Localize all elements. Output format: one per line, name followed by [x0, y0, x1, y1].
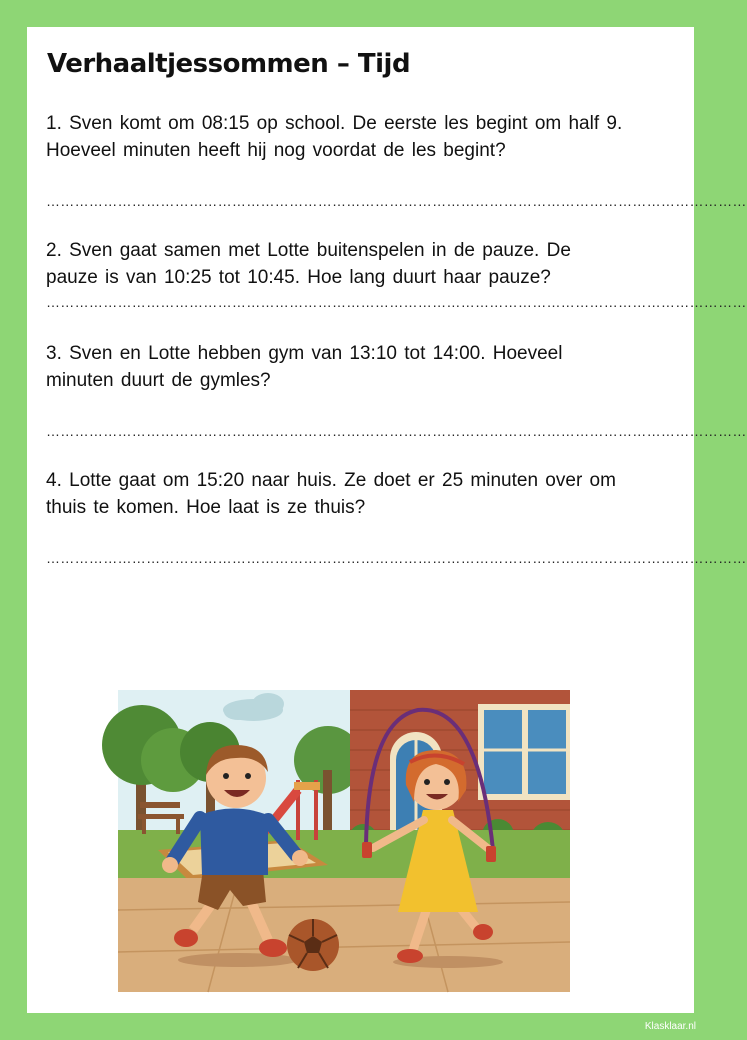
question-text-line: 2. Sven gaat samen met Lotte buitenspelen in de pauze. De — [46, 240, 571, 261]
question-1 — [46, 110, 676, 164]
question-text-line: 4. Lotte gaat om 15:20 naar huis. Ze doet er 25 minuten over om — [46, 470, 616, 491]
question-4 — [46, 467, 676, 521]
question-2 — [46, 237, 676, 291]
question-text-line: Hoeveel minuten heeft hij nog voordat de les begint? — [46, 140, 506, 161]
question-text-line: pauze is van 10:25 tot 10:45. Hoe lang duurt haar pauze? — [46, 267, 551, 288]
question-text-line: minuten duurt de gymles? — [46, 370, 271, 391]
kids-playing-illustration — [118, 690, 570, 992]
answer-line[interactable]: ………………………………………………………………………………………………………………………………… — [46, 294, 747, 310]
question-3 — [46, 340, 676, 394]
football-icon — [287, 919, 339, 971]
answer-line[interactable]: ………………………………………………………………………………………………………………………………… — [46, 550, 747, 566]
worksheet — [27, 27, 747, 1013]
answer-line[interactable]: ………………………………………………………………………………………………………………………………… — [46, 423, 747, 439]
question-text-line: thuis te komen. Hoe laat is ze thuis? — [46, 497, 366, 518]
page-title: Verhaaltjessommen – Tijd — [47, 49, 411, 79]
question-text-line: 1. Sven komt om 08:15 op school. De eerste les begint om half 9. — [46, 113, 623, 134]
footer-credit: Klasklaar.nl — [644, 1021, 696, 1032]
answer-line[interactable]: ………………………………………………………………………………………………………………………………… — [46, 193, 747, 209]
question-text-line: 3. Sven en Lotte hebben gym van 13:10 tot 14:00. Hoeveel — [46, 343, 563, 364]
